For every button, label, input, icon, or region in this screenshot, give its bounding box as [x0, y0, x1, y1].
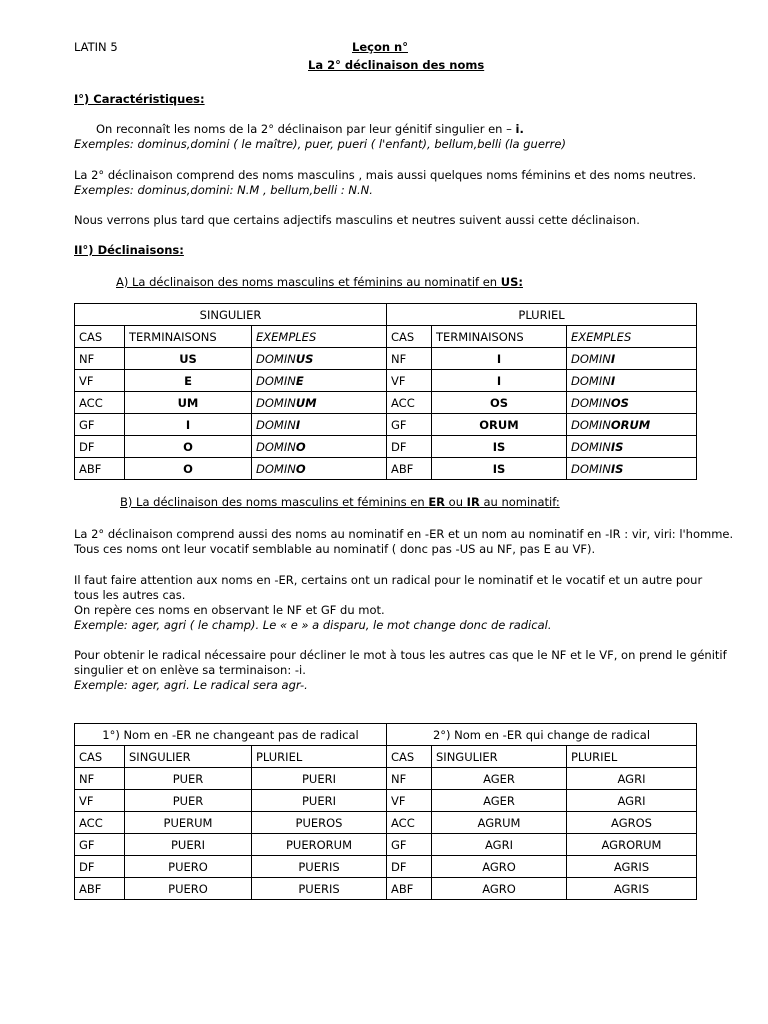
- ending-cell-plural: IS: [432, 436, 567, 458]
- declension-table-er: [74, 723, 697, 900]
- case-cell: GF: [75, 834, 125, 856]
- ending-cell-plural: I: [432, 370, 567, 392]
- singular-cell: PUERO: [125, 856, 252, 878]
- case-cell: GF: [75, 414, 125, 436]
- case-cell-plural: GF: [387, 414, 432, 436]
- group-er-changing-radical: 2°) Nom en -ER qui change de radical: [387, 724, 697, 746]
- subsection-b-suffix: au nominatif:: [479, 495, 560, 509]
- paragraph-vocative: Tous ces noms ont leur vocatif semblable au nominatif ( donc pas -US au NF, pas E au VF).: [74, 542, 596, 556]
- table-group-header: [75, 724, 697, 746]
- singular-cell: PUER: [125, 768, 252, 790]
- example-ending: IS: [610, 461, 624, 476]
- page-title: La 2° déclinaison des noms: [308, 58, 485, 72]
- example-stem: DOMIN: [571, 461, 611, 476]
- example-stem: DOMIN: [571, 395, 611, 410]
- table-row: [75, 768, 697, 790]
- section1-heading: I°) Caractéristiques:: [74, 92, 205, 106]
- subsection-b-heading: [120, 495, 560, 509]
- case-cell-right: NF: [387, 768, 432, 790]
- subsection-b-text: B) La déclinaison des noms masculins et féminins en: [120, 495, 429, 509]
- case-cell: ACC: [75, 812, 125, 834]
- paragraph-radical-warning-cont: tous les autres cas.: [74, 588, 186, 602]
- example-ending: OS: [610, 395, 629, 410]
- table-row: [75, 812, 697, 834]
- example-cell-plural: [567, 436, 697, 458]
- group-singulier: SINGULIER: [75, 304, 387, 326]
- subsection-b-er: ER: [428, 495, 446, 509]
- case-cell: VF: [75, 790, 125, 812]
- col-terminaisons: TERMINAISONS: [125, 326, 252, 348]
- table-row: [75, 790, 697, 812]
- example-ending: O: [295, 439, 306, 454]
- paragraph-obtain-radical-cont: singulier et on enlève sa terminaison: -i.: [74, 663, 306, 677]
- example-ager: Exemple: ager, agri ( le champ). Le « e » a disparu, le mot change donc de radical.: [74, 618, 552, 632]
- col-pluriel-right: PLURIEL: [567, 746, 697, 768]
- group-er-same-radical: 1°) Nom en -ER ne changeant pas de radical: [75, 724, 387, 746]
- singular-cell-right: AGER: [432, 790, 567, 812]
- col-exemples-plural: EXEMPLES: [567, 326, 697, 348]
- case-cell-right: GF: [387, 834, 432, 856]
- case-cell-right: DF: [387, 856, 432, 878]
- example-cell: [252, 436, 387, 458]
- example-cell-plural: [567, 414, 697, 436]
- subsection-b-or: ou: [445, 495, 467, 509]
- example-stem: DOMIN: [256, 461, 296, 476]
- example-stem: DOMIN: [571, 351, 611, 366]
- ending-cell-plural: OS: [432, 392, 567, 414]
- paragraph-adjectives: Nous verrons plus tard que certains adjectifs masculins et neutres suivent aussi cette déclinaison.: [74, 213, 640, 227]
- paragraph-genitive: [96, 122, 524, 136]
- example-cell: [252, 348, 387, 370]
- example-radical: Exemple: ager, agri. Le radical sera agr-.: [74, 678, 308, 692]
- case-cell: DF: [75, 436, 125, 458]
- table-group-header: [75, 304, 697, 326]
- ending-cell: E: [125, 370, 252, 392]
- case-cell-right: VF: [387, 790, 432, 812]
- group-pluriel: PLURIEL: [387, 304, 697, 326]
- ending-cell-plural: I: [432, 348, 567, 370]
- plural-cell: PUERIS: [252, 856, 387, 878]
- example-ending: E: [295, 373, 304, 388]
- case-cell-plural: DF: [387, 436, 432, 458]
- singular-cell: PUER: [125, 790, 252, 812]
- example-ending: UM: [295, 395, 317, 410]
- table-row: [75, 348, 697, 370]
- ending-cell: O: [125, 458, 252, 480]
- case-cell: ABF: [75, 458, 125, 480]
- plural-cell: PUERI: [252, 768, 387, 790]
- example-stem: DOMIN: [256, 439, 296, 454]
- example-ending: IS: [610, 439, 624, 454]
- paragraph-genders: La 2° déclinaison comprend des noms masculins , mais aussi quelques noms féminins et des noms neutres.: [74, 168, 697, 182]
- plural-cell-right: AGRORUM: [567, 834, 697, 856]
- lesson-label: Leçon n°: [352, 40, 408, 54]
- col-exemples: EXEMPLES: [252, 326, 387, 348]
- example-cell: [252, 458, 387, 480]
- table-row: [75, 370, 697, 392]
- plural-cell-right: AGRI: [567, 768, 697, 790]
- example-cell-plural: [567, 348, 697, 370]
- col-cas: CAS: [75, 326, 125, 348]
- col-cas-plural: CAS: [387, 326, 432, 348]
- case-cell: VF: [75, 370, 125, 392]
- subsection-a-ending: US:: [500, 275, 523, 289]
- example-stem: DOMIN: [571, 439, 611, 454]
- col-singulier-right: SINGULIER: [432, 746, 567, 768]
- table-row: [75, 392, 697, 414]
- table-row: [75, 436, 697, 458]
- plural-cell-right: AGRI: [567, 790, 697, 812]
- col-singulier: SINGULIER: [125, 746, 252, 768]
- example-ending: I: [610, 373, 616, 388]
- example-cell: [252, 370, 387, 392]
- example-ending: I: [295, 417, 301, 432]
- subsection-a-text: A) La déclinaison des noms masculins et féminins au nominatif en: [116, 275, 501, 289]
- table-row: [75, 878, 697, 900]
- plural-cell: PUERI: [252, 790, 387, 812]
- singular-cell: PUERO: [125, 878, 252, 900]
- example-stem: DOMIN: [571, 417, 611, 432]
- table-row: [75, 834, 697, 856]
- example-ending: I: [610, 351, 616, 366]
- case-cell-plural: VF: [387, 370, 432, 392]
- ending-cell: O: [125, 436, 252, 458]
- plural-cell-right: AGRIS: [567, 878, 697, 900]
- singular-cell-right: AGER: [432, 768, 567, 790]
- paragraph-genitive-text: On reconnaît les noms de la 2° déclinaison par leur génitif singulier en –: [96, 122, 516, 136]
- example-cell: [252, 414, 387, 436]
- paragraph-radical-warning: Il faut faire attention aux noms en -ER, certains ont un radical pour le nominatif et le vocatif et un autre pour: [74, 573, 703, 587]
- case-cell: ABF: [75, 878, 125, 900]
- case-cell-plural: ACC: [387, 392, 432, 414]
- examples-line-1: Exemples: dominus,domini ( le maître), puer, pueri ( l'enfant), bellum,belli (la guerre): [74, 137, 566, 151]
- example-cell: [252, 392, 387, 414]
- example-ending: O: [295, 461, 306, 476]
- col-cas-right: CAS: [387, 746, 432, 768]
- plural-cell: PUEROS: [252, 812, 387, 834]
- example-stem: DOMIN: [256, 417, 296, 432]
- ending-cell-plural: ORUM: [432, 414, 567, 436]
- singular-cell-right: AGRI: [432, 834, 567, 856]
- case-cell-plural: ABF: [387, 458, 432, 480]
- table-column-header: [75, 746, 697, 768]
- plural-cell: PUERIS: [252, 878, 387, 900]
- plural-cell: PUERORUM: [252, 834, 387, 856]
- col-terminaisons-plural: TERMINAISONS: [432, 326, 567, 348]
- paragraph-er-ir: La 2° déclinaison comprend aussi des noms au nominatif en -ER et un nom au nominatif en -IR : vir, viri: l'homme.: [74, 527, 734, 541]
- example-stem: DOMIN: [256, 373, 296, 388]
- case-cell-right: ABF: [387, 878, 432, 900]
- case-cell-right: ACC: [387, 812, 432, 834]
- example-ending: ORUM: [610, 417, 651, 432]
- table-row: [75, 856, 697, 878]
- table-row: [75, 458, 697, 480]
- col-cas: CAS: [75, 746, 125, 768]
- genitive-ending: i.: [515, 122, 524, 136]
- singular-cell: PUERUM: [125, 812, 252, 834]
- singular-cell-right: AGRUM: [432, 812, 567, 834]
- ending-cell: US: [125, 348, 252, 370]
- declension-table-us: [74, 303, 697, 480]
- example-ending: US: [295, 351, 314, 366]
- case-cell-plural: NF: [387, 348, 432, 370]
- example-cell-plural: [567, 392, 697, 414]
- example-stem: DOMIN: [571, 373, 611, 388]
- case-cell: DF: [75, 856, 125, 878]
- subsection-b-ir: IR: [466, 495, 480, 509]
- singular-cell-right: AGRO: [432, 856, 567, 878]
- ending-cell-plural: IS: [432, 458, 567, 480]
- ending-cell: UM: [125, 392, 252, 414]
- singular-cell-right: AGRO: [432, 878, 567, 900]
- section2-heading: II°) Déclinaisons:: [74, 243, 184, 257]
- table-column-header: [75, 326, 697, 348]
- case-cell: NF: [75, 768, 125, 790]
- subsection-a-heading: [116, 275, 523, 289]
- case-cell: NF: [75, 348, 125, 370]
- ending-cell: I: [125, 414, 252, 436]
- paragraph-observe: On repère ces noms en observant le NF et GF du mot.: [74, 603, 385, 617]
- paragraph-obtain-radical: Pour obtenir le radical nécessaire pour décliner le mot à tous les autres cas que le NF et le VF, on prend le génitif: [74, 648, 727, 662]
- singular-cell: PUERI: [125, 834, 252, 856]
- plural-cell-right: AGRIS: [567, 856, 697, 878]
- example-stem: DOMIN: [256, 351, 296, 366]
- example-cell-plural: [567, 458, 697, 480]
- course-label: LATIN 5: [74, 40, 118, 54]
- col-pluriel: PLURIEL: [252, 746, 387, 768]
- examples-line-2: Exemples: dominus,domini: N.M , bellum,belli : N.N.: [74, 183, 373, 197]
- table-row: [75, 414, 697, 436]
- plural-cell-right: AGROS: [567, 812, 697, 834]
- example-cell-plural: [567, 370, 697, 392]
- example-stem: DOMIN: [256, 395, 296, 410]
- case-cell: ACC: [75, 392, 125, 414]
